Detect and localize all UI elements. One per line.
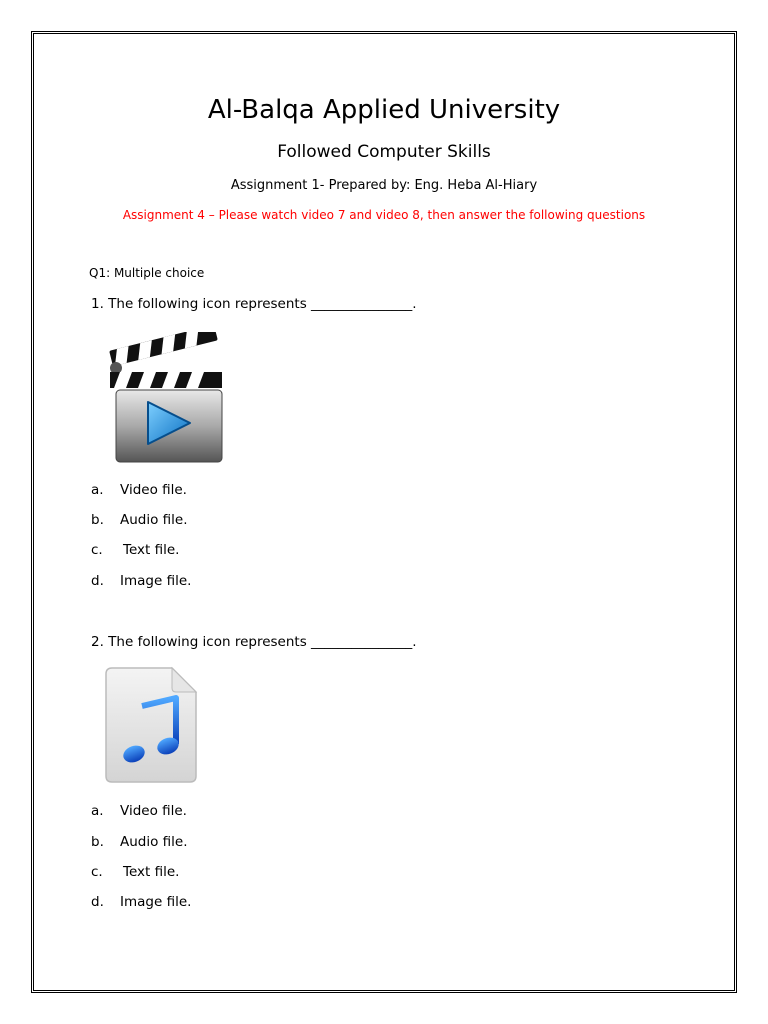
option-letter: a. [91, 803, 104, 819]
question-2-text: 2. The following icon represents _______________. [91, 634, 417, 650]
option-text: Image file. [120, 573, 192, 589]
option-text: Audio file. [120, 512, 188, 528]
section-heading: Q1: Multiple choice [89, 266, 205, 280]
option-letter: d. [91, 894, 104, 910]
prepared-by-line: Assignment 1- Prepared by: Eng. Heba Al-Hiary [230, 178, 538, 193]
page-title: Al-Balqa Applied University [207, 95, 561, 125]
option-letter: b. [91, 834, 104, 850]
assignment-instruction: Assignment 4 – Please watch video 7 and video 8, then answer the following questions [122, 208, 646, 222]
option-text: Video file. [120, 482, 187, 498]
option-letter: d. [91, 573, 104, 589]
audio-music-file-icon [104, 666, 200, 788]
option-letter: c. [91, 864, 103, 880]
option-text: Text file. [123, 864, 180, 880]
course-subtitle: Followed Computer Skills [277, 142, 491, 162]
video-clapperboard-icon [106, 332, 226, 470]
option-text: Image file. [120, 894, 192, 910]
option-letter: c. [91, 542, 103, 558]
option-text: Text file. [123, 542, 180, 558]
option-text: Video file. [120, 803, 187, 819]
question-1-text: 1. The following icon represents _______________. [91, 296, 417, 312]
option-letter: b. [91, 512, 104, 528]
option-letter: a. [91, 482, 104, 498]
option-text: Audio file. [120, 834, 188, 850]
